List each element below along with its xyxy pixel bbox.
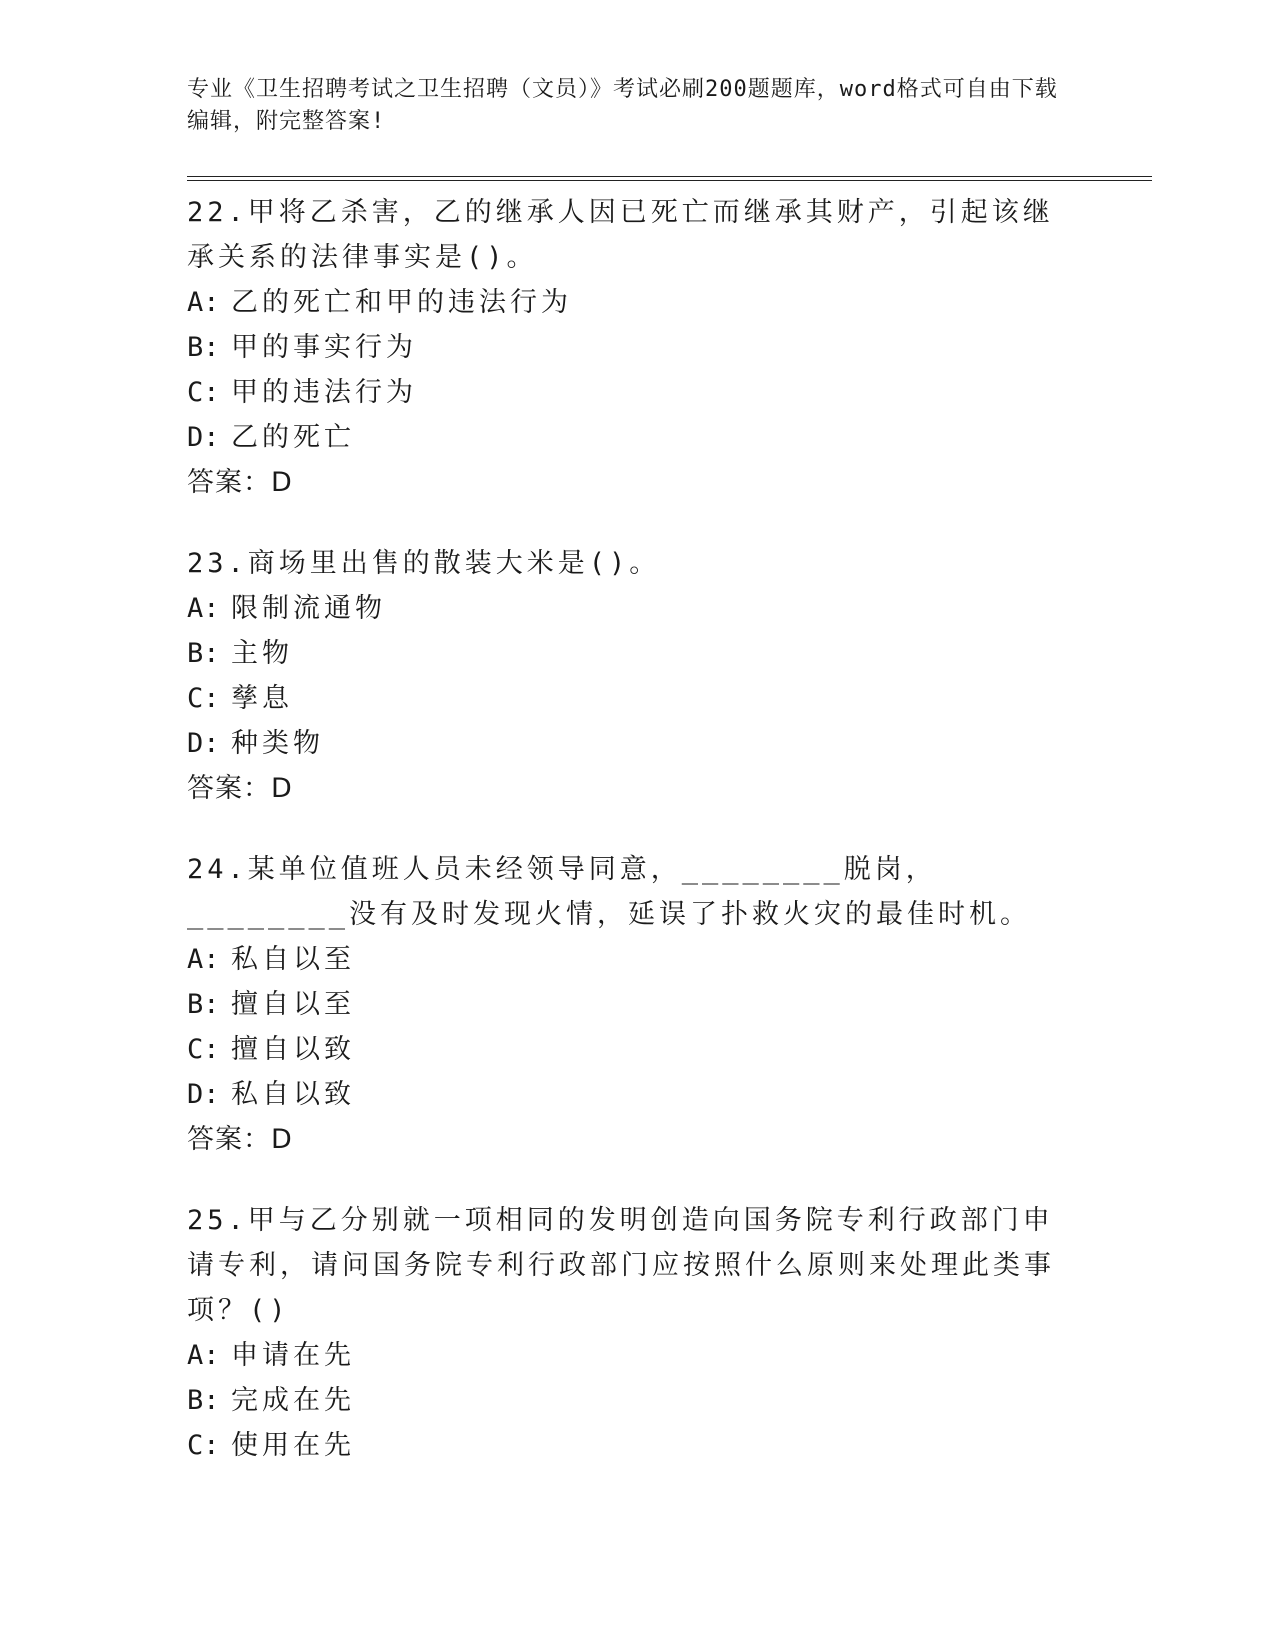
- option-text: 种类物: [231, 728, 324, 759]
- option-d: [187, 721, 1067, 766]
- answer-line: 答案：D: [187, 1124, 293, 1155]
- option-c: [187, 1027, 1067, 1072]
- option-d: [187, 415, 1067, 460]
- option-d: [187, 1072, 1067, 1117]
- option-letter: A:: [187, 593, 220, 624]
- option-a: [187, 937, 1067, 982]
- option-text: 私自以至: [231, 944, 355, 975]
- option-letter: C:: [187, 1430, 220, 1461]
- option-letter: C:: [187, 683, 220, 714]
- option-text: 孳息: [231, 683, 293, 714]
- document-header: 专业《卫生招聘考试之卫生招聘（文员）》考试必刷200题题库，word格式可自由下载编辑，附完整答案!: [187, 77, 1058, 134]
- question-23: [187, 541, 1067, 811]
- option-letter: C:: [187, 1034, 220, 1065]
- question-list: [187, 190, 1067, 1504]
- option-text: 甲的违法行为: [231, 377, 417, 408]
- question-24: [187, 847, 1067, 1162]
- question-stem: 22.甲将乙杀害，乙的继承人因已死亡而继承其财产，引起该继承关系的法律事实是()。: [187, 197, 1054, 273]
- question-stem: 23.商场里出售的散装大米是()。: [187, 548, 661, 579]
- option-text: 完成在先: [231, 1385, 355, 1416]
- header-divider: [187, 176, 1152, 181]
- option-letter: C:: [187, 377, 220, 408]
- option-letter: D:: [187, 1079, 220, 1110]
- option-letter: D:: [187, 422, 220, 453]
- question-stem: 24.某单位值班人员未经领导同意，________脱岗，________没有及时发现火情，延误了扑救火灾的最佳时机。: [187, 854, 1032, 930]
- option-b: [187, 1378, 1067, 1423]
- option-text: 擅自以至: [231, 989, 355, 1020]
- option-text: 申请在先: [231, 1340, 355, 1371]
- option-text: 甲的事实行为: [231, 332, 417, 363]
- option-letter: B:: [187, 638, 220, 669]
- option-text: 主物: [231, 638, 293, 669]
- option-text: 乙的死亡: [231, 422, 355, 453]
- option-a: [187, 280, 1067, 325]
- answer-line: 答案：D: [187, 467, 293, 498]
- option-text: 私自以致: [231, 1079, 355, 1110]
- option-a: [187, 586, 1067, 631]
- question-25: [187, 1198, 1067, 1468]
- option-b: [187, 631, 1067, 676]
- answer-line: 答案：D: [187, 773, 293, 804]
- option-c: [187, 676, 1067, 721]
- option-b: [187, 325, 1067, 370]
- option-letter: B:: [187, 1385, 220, 1416]
- option-letter: A:: [187, 287, 220, 318]
- option-text: 使用在先: [231, 1430, 355, 1461]
- option-letter: D:: [187, 728, 220, 759]
- option-text: 乙的死亡和甲的违法行为: [231, 287, 572, 318]
- option-letter: A:: [187, 1340, 220, 1371]
- option-letter: B:: [187, 332, 220, 363]
- question-22: [187, 190, 1067, 505]
- option-b: [187, 982, 1067, 1027]
- option-a: [187, 1333, 1067, 1378]
- question-stem: 25.甲与乙分别就一项相同的发明创造向国务院专利行政部门申请专利，请问国务院专利行政部门应按照什么原则来处理此类事项？(): [187, 1205, 1055, 1326]
- option-letter: A:: [187, 944, 220, 975]
- option-text: 擅自以致: [231, 1034, 355, 1065]
- option-c: [187, 370, 1067, 415]
- option-text: 限制流通物: [231, 593, 386, 624]
- option-letter: B:: [187, 989, 220, 1020]
- option-c: [187, 1423, 1067, 1468]
